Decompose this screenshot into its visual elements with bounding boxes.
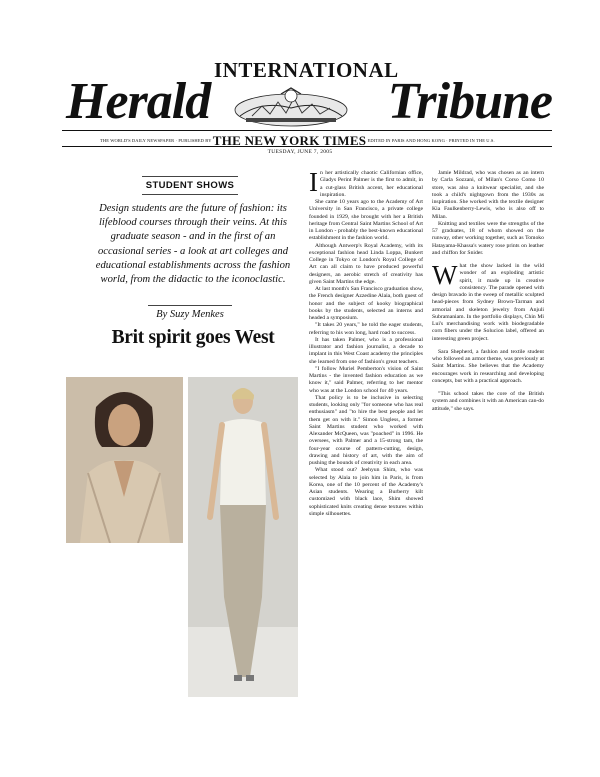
paragraph: At last month's San Francisco graduation show, the French designer Azzedine Alaia, both guest of honor and the subject of kooky biographical books by the students, selected an interns and headed a symposium. [309,286,423,321]
byline-rule [148,305,232,306]
paragraph: Knitting and textiles were the strengths of the 57 graduates, 18 of whom showed on the runway, other working together, such as Tomoko Hatayama-Khassa's watery rose prints on leather and chiffon for Snider. [432,220,544,256]
tagline-right: EDITED IN PARIS AND HONG KONG · PRINTED IN THE U.S. [367,138,495,144]
masthead-top-rule [62,130,552,131]
tagline-nyt: THE NEW YORK TIMES [212,133,367,148]
section-rule-top [142,176,238,177]
article-intro: Design students are the future of fashion: its lifeblood courses through their veins. At this graduate season - and in the first of an occasional series - a look at art colleges and educational establishments across the fashion world, from the didactic to the iconoclastic. [95,203,291,286]
dropcap: I [309,167,318,197]
paragraph: What the show lacked in the wild wonder of an exploding artistic spirit, it made up in creative consistency. The parade opened with design bravado in the sweep of metallic sculpted head-pieces from Sydney Brown-Tarman and armorial and skeleton jewelry from Anjuli Subramaniam. In the portfolio displays, Chin Mi Lui's merchandising work with biodegradable corn fibers under the Solucion label, offered an interesting green project. [432,260,544,342]
paragraph: Although Antwerp's Royal Academy, with its exceptional fashion head Linda Loppa, Bunkert College in Tokyo or London's Royal College of Art can all claim to have produced powerful designers, an aerobic stretch of creativity has given Saint Martins the edge. [309,242,423,285]
paragraph: Jamie Mildrad, who was chosen as an intern by Carla Sozzani, of Milan's Corso Como 10 store, was also a knitwear specialist, and she took a child's nightgown from the 1930s as inspiration. She worked with the textile designer Kia Faulkenberry-Lewis, who is also off to Milan. [432,170,544,220]
masthead-bottom-rule [62,146,552,147]
masthead-tribune: Tribune [387,73,552,130]
masthead-herald: Herald [66,73,211,130]
headline: Brit spirit goes West [111,327,275,348]
paragraph: "I follow Muriel Pemberton's vision of Saint Martins - the invented fashion education as we know it," said Palmer, referring to her mentor who was at the London school for 40 years. [309,365,423,394]
paragraph: She came 10 years ago to the Academy of Art University in San Francisco, a private college founded in 1929, she brought with her a British heritage from Central Saint Martins School of Art in London - probably the best-known educational establishment in the fashion world. [309,199,423,242]
masthead-emblem-icon [232,86,350,130]
paragraph: Sara Shepherd, a fashion and textile student who followed an armor theme, was previously at Saint Martins. She believes that the Academy encourages work in researching and developing concepts, but with a practical approach. [432,348,544,384]
paragraph: That policy is to be inclusive in selecting students, looking only "for someone who has real enthusiasm" and "to hire the best people and let them get on with it." Simon Ungless, a former Saint Martins student who worked with Alexander McQueen, was "poached" in 1996. He oversees, with Palmer and a 15-strong tam, the four-year course of pattern-cutting, design, drawing and history of art, with the aim of pushing the bounds of creativity in each area. [309,394,423,466]
dateline: TUESDAY, JUNE 7, 2005 [267,149,333,155]
tagline-left: THE WORLD'S DAILY NEWSPAPER · PUBLISHED BY [100,138,212,144]
article-column-2 [432,170,544,413]
article-column-1 [309,167,423,518]
paragraph: What stood out? Jeehyun Shim, who was selected by Alaia to join him in Paris, is from Korea, one of the 10 percent of the Academy's Asian students. Wearing a Burberry kilt customized with black lace, Shim showed sophisticated knits creating dense textures within simple silhouettes. [309,467,423,517]
paragraph: "It takes 20 years," he told the eager students, referring to his won long, hard road to success. [309,322,423,336]
section-label: STUDENT SHOWS [145,180,235,191]
paragraph: It has taken Palmer, who is a professional illustrator and fashion journalist, a decade to implant in this West Coast academy the principles she learned from one of fashion's great teachers. [309,336,423,365]
model-photo-runway [188,377,298,697]
byline: By Suzy Menkes [156,309,224,320]
paragraph: In her artistically chaotic Californian office, Gladys Perint Palmer is the first to admit, in a cut-glass British accent, her educational inspiration. [309,167,423,198]
masthead-international: INTERNATIONAL [214,58,399,82]
model-photo-left [66,377,183,543]
dropcap: W [432,260,458,290]
section-rule-bottom [142,194,238,195]
paragraph: "This school takes the core of the British system and combines it with an American can-do attitude," she says. [432,391,544,412]
